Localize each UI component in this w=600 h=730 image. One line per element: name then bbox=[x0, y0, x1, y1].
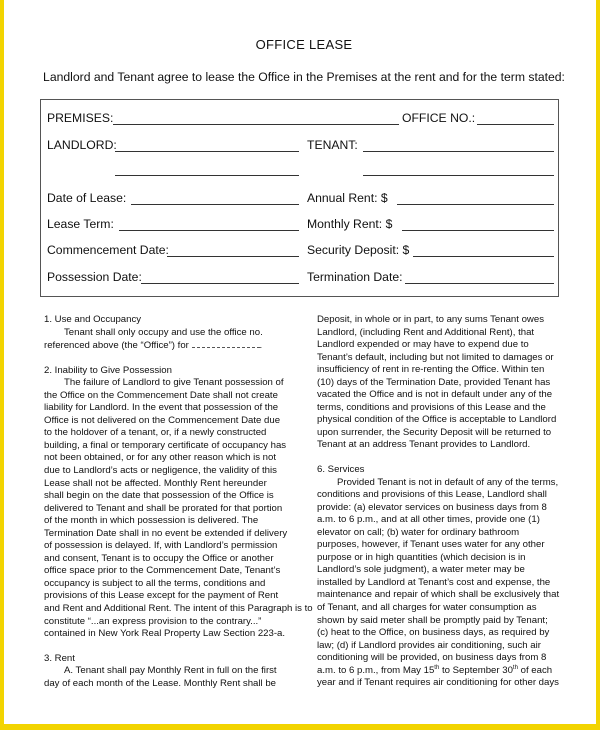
clause-line: a.m. to 6 p.m., and at all other times, provide one (1) bbox=[317, 514, 540, 526]
premises-row bbox=[47, 111, 552, 129]
clause-line: the Office on the Commencement Date shall not create bbox=[44, 389, 278, 401]
commencement-deposit-row bbox=[47, 243, 552, 261]
premises-label: PREMISES: bbox=[47, 111, 114, 125]
right-column bbox=[317, 314, 560, 690]
parties-row-2 bbox=[47, 162, 552, 180]
clause-line: insufficiency of rent in re-renting the Office. Within ten bbox=[317, 364, 545, 376]
clause-line: shown by said meter shall be promptly paid by Tenant; bbox=[317, 614, 548, 626]
clause-text: a.m. to 6 p.m., from May 15 bbox=[317, 664, 435, 676]
clause-line: referenced above (the “Office”) for . bbox=[44, 340, 263, 352]
clause-line: liability for Landlord. In the event that possession of the bbox=[44, 402, 279, 414]
clause-line: building, a final or temporary certificate of occupancy has bbox=[44, 439, 287, 451]
date-of-lease-label: Date of Lease: bbox=[47, 191, 127, 205]
ordinal-suffix: th bbox=[512, 664, 518, 671]
section-heading: 2. Inability to Give Possession bbox=[44, 364, 172, 376]
clause-line: purposes, however, if Tenant uses water for any other bbox=[317, 539, 545, 551]
section-heading: 1. Use and Occupancy bbox=[44, 314, 142, 325]
clause-text: of each bbox=[517, 664, 553, 676]
clause-line bbox=[317, 665, 560, 678]
office-no-label: OFFICE NO.: bbox=[402, 111, 476, 125]
date-rent-row bbox=[47, 191, 552, 209]
date-of-lease-field[interactable] bbox=[131, 204, 299, 205]
tenant-label: TENANT: bbox=[307, 138, 358, 152]
clause-line: Tenant at an address Tenant provides to Landlord. bbox=[317, 439, 531, 451]
clause-line: purpose or in high quantities (which decision is in bbox=[317, 551, 526, 563]
clause-line: contained in New York Real Property Law Section 223-a. bbox=[44, 628, 286, 640]
clause-line: Office is not delivered on the Commencement Date due bbox=[44, 414, 281, 426]
clause-line: Deposit, in whole or in part, to any sums Tenant owes bbox=[317, 314, 544, 325]
clause-line: (c) heat to the Office, on business days, as required by bbox=[317, 627, 550, 639]
tenant-field-2[interactable] bbox=[363, 175, 554, 176]
clause-line: conditions and provisions of this Lease, Landlord shall bbox=[317, 489, 547, 501]
clause-line: and consent, Tenant is to occupy the Office or another bbox=[44, 552, 274, 564]
monthly-rent-field[interactable] bbox=[402, 230, 554, 231]
intro-sentence: Landlord and Tenant agree to lease the Office in the Premises at the rent and for the term stated: bbox=[43, 70, 565, 84]
clause-line: due to Landlord’s acts or negligence, the validity of this bbox=[44, 465, 277, 477]
section-heading: 6. Services bbox=[317, 464, 365, 476]
commencement-date-field[interactable] bbox=[167, 256, 299, 257]
landlord-field-2[interactable] bbox=[115, 175, 299, 176]
lease-term-label: Lease Term: bbox=[47, 217, 114, 231]
clause-line: Tenant’s default, including but not limited to damages or bbox=[317, 351, 554, 363]
clause-line: and Rent and Additional Rent. The intent of this Paragraph is to bbox=[44, 603, 313, 615]
clause-line: (10) days of the Termination Date, provided Tenant has bbox=[317, 376, 551, 388]
clause-line: shall begin on the date that possession of the Office is bbox=[44, 490, 274, 502]
clause-line: Landlord, (including Rent and Additional Rent), that bbox=[317, 326, 535, 338]
clause-line: provide: (a) elevator services on business days from 8 bbox=[317, 501, 547, 513]
clause-line: law; (d) if Landlord provides air conditioning, such air bbox=[317, 639, 541, 651]
clause-line: terms, conditions and provisions of this Lease and the bbox=[317, 401, 546, 413]
termination-date-field[interactable] bbox=[405, 283, 554, 284]
tenant-field[interactable] bbox=[363, 151, 554, 152]
security-deposit-label: Security Deposit: $ bbox=[307, 243, 410, 257]
annual-rent-label: Annual Rent: $ bbox=[307, 191, 388, 205]
landlord-field[interactable] bbox=[115, 151, 299, 152]
premises-field[interactable] bbox=[113, 124, 399, 125]
possession-date-field[interactable] bbox=[141, 283, 299, 284]
clause-line: Tenant shall only occupy and use the office no. bbox=[64, 326, 263, 338]
clause-line: Termination Date shall in no event be extended if delivery bbox=[44, 527, 288, 539]
clause-line: to the holdover of a tenant, or, if a newly constructed bbox=[44, 427, 267, 439]
lease-term-field[interactable] bbox=[119, 230, 299, 231]
clause-line: of the month in which possession is delivered. The bbox=[44, 515, 259, 527]
clause-line: occupancy is subject to all the terms, conditions and bbox=[44, 577, 266, 589]
clause-text: to September 30 bbox=[439, 664, 513, 676]
landlord-label: LANDLORD: bbox=[47, 138, 117, 152]
document-title: OFFICE LEASE bbox=[255, 37, 353, 52]
clause-line: provisions of this Lease except for the payment of Rent bbox=[44, 590, 279, 602]
clause-line: A. Tenant shall pay Monthly Rent in full on the first bbox=[64, 665, 277, 677]
clause-line: vacated the Office and is not in default under any of the bbox=[317, 389, 553, 401]
commencement-date-label: Commencement Date: bbox=[47, 243, 169, 257]
clause-line: Lease shall not be affected. Monthly Rent hereunder bbox=[44, 477, 267, 489]
security-deposit-field[interactable] bbox=[413, 256, 554, 257]
lease-terms-form bbox=[40, 99, 559, 297]
term-rent-row bbox=[47, 217, 552, 235]
termination-date-label: Termination Date: bbox=[307, 270, 403, 284]
monthly-rent-label: Monthly Rent: $ bbox=[307, 217, 393, 231]
clause-line: Landlord expended or may have to expend due to bbox=[317, 339, 529, 351]
clause-line: delivered to Tenant and shall be prorated for that portion bbox=[44, 502, 283, 514]
section-heading: 3. Rent bbox=[44, 652, 75, 664]
clause-line: Landlord’s sole judgment), a water meter may be bbox=[317, 564, 525, 576]
ordinal-suffix: th bbox=[434, 664, 440, 671]
left-column bbox=[44, 314, 313, 690]
clause-line: of possession is delayed. If, with Landlord’s permission bbox=[44, 540, 278, 552]
clause-line: year and if Tenant requires air conditioning for other days bbox=[317, 677, 559, 689]
clause-line: office space prior to the Commencement Date, Tenant’s bbox=[44, 565, 281, 577]
clause-line: physical condition of the Office is acceptable to Landlord bbox=[317, 414, 557, 426]
clause-line: installed by Landlord at Tenant’s cost and expense, the bbox=[317, 576, 551, 588]
office-no-field[interactable] bbox=[477, 124, 554, 125]
clause-line: day of each month of the Lease. Monthly Rent shall be bbox=[44, 677, 276, 689]
clause-line: of Tenant, and all charges for water consumption as bbox=[317, 602, 537, 614]
clause-text: referenced above (the “Office”) for bbox=[44, 340, 189, 352]
annual-rent-field[interactable] bbox=[397, 204, 554, 205]
possession-termination-row bbox=[47, 270, 552, 288]
clause-line: The failure of Landlord to give Tenant possession of bbox=[64, 377, 284, 389]
clause-line: constitute “...an express provision to the contrary...” bbox=[44, 615, 262, 627]
clause-line: not been obtained, or for any other reason which is not bbox=[44, 452, 276, 464]
parties-row bbox=[47, 138, 552, 156]
possession-date-label: Possession Date: bbox=[47, 270, 142, 284]
clause-line: Provided Tenant is not in default of any of the terms, bbox=[337, 476, 559, 488]
clause-line: maintenance and repair of which shall be exclusively that bbox=[317, 589, 560, 601]
clause-line: elevator on call; (b) water for ordinary bathroom bbox=[317, 526, 520, 538]
clause-line: upon surrender, the Security Deposit will be returned to bbox=[317, 426, 552, 438]
clause-line: conditioning will be provided, on business days from 8 bbox=[317, 652, 547, 664]
use-purpose-blank[interactable] bbox=[192, 339, 260, 348]
